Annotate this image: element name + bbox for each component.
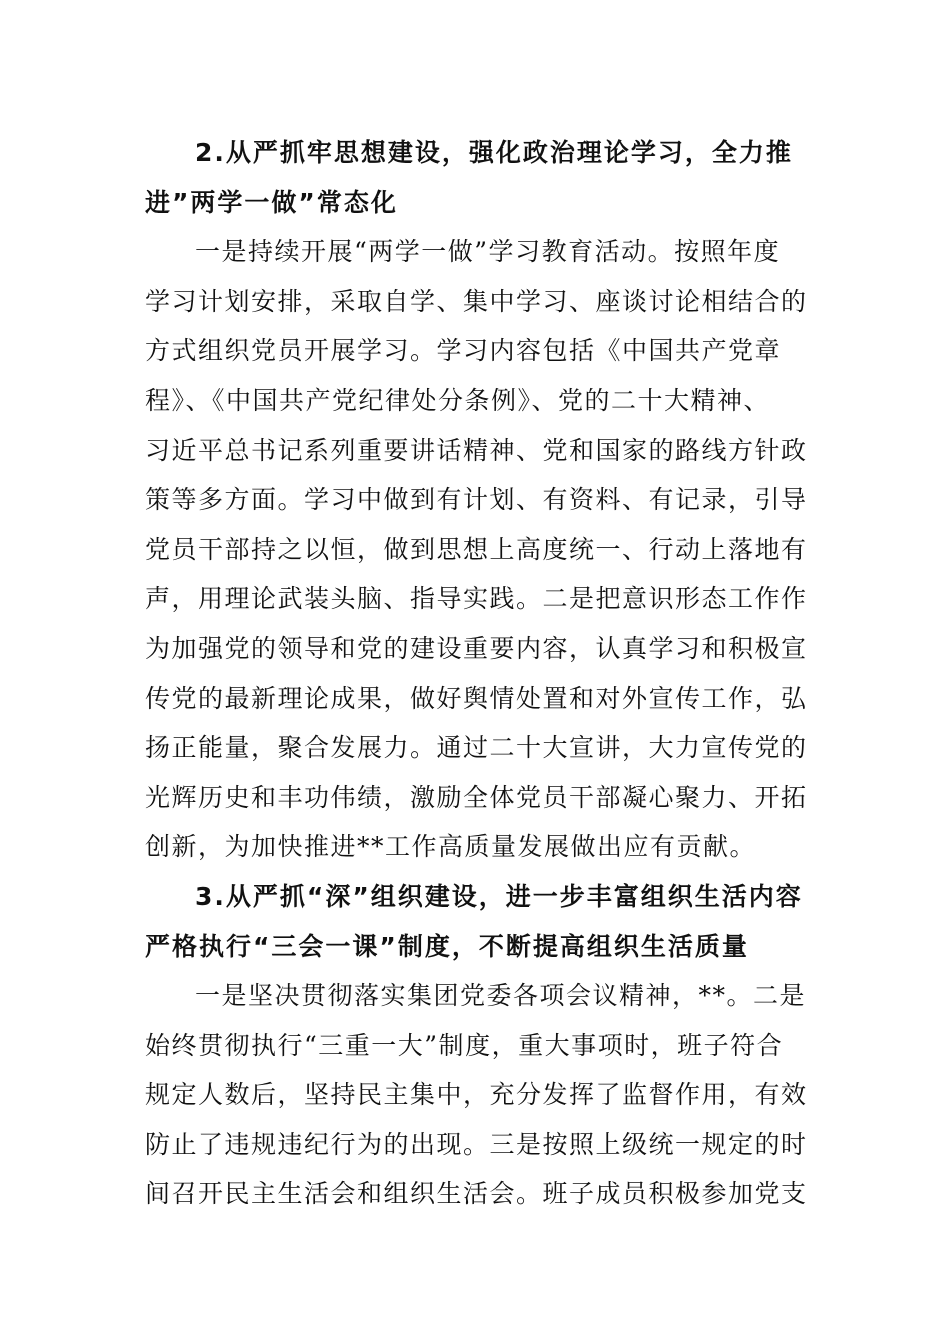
text-line: 创新，为加快推进**工作高质量发展做出应有贡献。 [145,832,757,862]
section-2-paragraph [145,227,808,872]
section-3-heading [145,872,805,971]
text-line: 扬正能量，聚合发展力。通过二十大宣讲，大力宣传党的 [145,733,808,763]
text-line: 习近平总书记系列重要讲话精神、党和国家的路线方针政 [145,435,808,465]
text-line: 一是坚决贯彻落实集团党委各项会议精神，**。二是 [195,981,807,1011]
section-2-heading [145,128,805,227]
heading-line: 2.从严抓牢思想建设，强化政治理论学习，全力推 [195,138,793,167]
text-line: 光辉历史和丰功伟绩，激励全体党员干部凝心聚力、开拓 [145,782,808,812]
text-line: 党员干部持之以恒，做到思想上高度统一、行动上落地有 [145,534,808,564]
heading-line: 严格执行“三会一课”制度，不断提高组织生活质量 [145,931,749,961]
text-line: 策等多方面。学习中做到有计划、有资料、有记录，引导 [145,485,808,515]
heading-line: 3.从严抓“深”组织建设，进一步丰富组织生活内容 [195,881,803,911]
text-line: 规定人数后，坚持民主集中，充分发挥了监督作用，有效 [145,1080,808,1110]
text-line: 声，用理论武装头脑、指导实践。二是把意识形态工作作 [145,584,808,614]
section-3-paragraph [145,971,808,1219]
document-body [145,128,808,1219]
text-line: 传党的最新理论成果，做好舆情处置和对外宣传工作，弘 [145,683,808,713]
text-line: 间召开民主生活会和组织生活会。班子成员积极参加党支 [145,1179,808,1209]
text-line: 防止了违规违纪行为的出现。三是按照上级统一规定的时 [145,1129,808,1159]
text-line: 一是持续开展“两学一做”学习教育活动。按照年度 [195,237,781,267]
heading-line: 进”两学一做”常态化 [145,187,398,217]
text-line: 学习计划安排，采取自学、集中学习、座谈讨论相结合的 [145,286,808,316]
text-line: 程》、《中国共产党纪律处分条例》、党的二十大精神、 [145,385,771,415]
text-line: 为加强党的领导和党的建设重要内容，认真学习和积极宣 [145,633,808,663]
text-line: 始终贯彻执行“三重一大”制度，重大事项时，班子符合 [145,1030,784,1060]
text-line: 方式组织党员开展学习。学习内容包括《中国共产党章 [145,336,782,366]
